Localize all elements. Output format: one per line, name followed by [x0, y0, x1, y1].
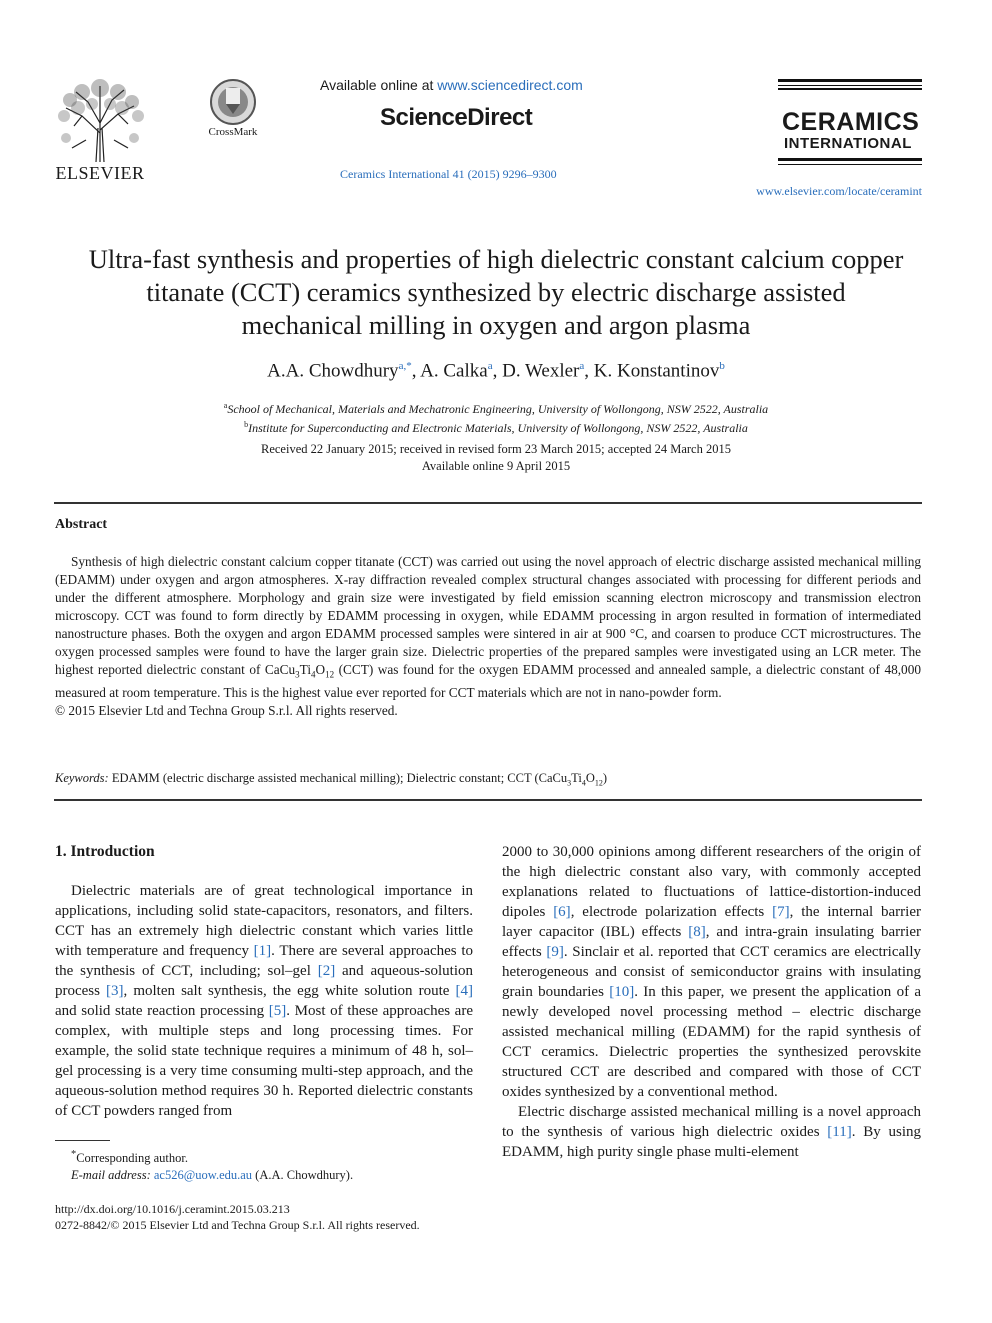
journal-logo-rule	[778, 79, 922, 82]
affiliation-text: School of Mechanical, Materials and Mechatronic Engineering, University of Wollongong, NSW 2522, Australia	[227, 402, 769, 416]
doi-block	[55, 1201, 505, 1233]
section-divider	[54, 502, 922, 504]
citation-link[interactable]: [7]	[772, 904, 790, 920]
email-label: E-mail address:	[71, 1168, 151, 1183]
affiliation-text: Institute for Superconducting and Electronic Materials, University of Wollongong, NSW 2522, Australia	[248, 421, 748, 435]
journal-logo-rule	[778, 85, 922, 86]
journal-logo-line2: INTERNATIONAL	[784, 135, 912, 152]
author-affiliation-mark[interactable]: a	[579, 360, 585, 372]
citation-link[interactable]: [8]	[688, 924, 706, 940]
crossmark-label: CrossMark	[208, 126, 258, 138]
journal-homepage-link[interactable]: www.elsevier.com/locate/ceramint	[756, 184, 922, 198]
section-heading-introduction: 1. Introduction	[55, 843, 155, 860]
doi-link[interactable]: http://dx.doi.org/10.1016/j.ceramint.2015.03.213	[55, 1202, 290, 1216]
sciencedirect-link[interactable]: www.sciencedirect.com	[437, 77, 583, 93]
body-paragraph: Electric discharge assisted mechanical milling is a novel approach to the synthesis of various high dielectric oxides [11]. By using EDAMM, high purity single phase multi-element	[502, 1104, 921, 1160]
title-line: Ultra-fast synthesis and properties of high dielectric constant calcium copper	[88, 244, 904, 274]
journal-citation[interactable]: Ceramics International 41 (2015) 9296–9300	[340, 167, 557, 181]
keywords: Keywords: EDAMM (electric discharge assisted mechanical milling); Dielectric constant; CCT $(CaCu_3Ti_4O_{12})$	[55, 771, 608, 788]
sciencedirect-brand: ScienceDirect	[380, 104, 533, 131]
journal-logo-rule	[778, 158, 922, 161]
affiliation	[60, 417, 932, 436]
author-affiliation-mark[interactable]: a,*	[398, 360, 412, 372]
journal-logo-rule	[778, 164, 922, 165]
author-name: D. Wexler	[502, 360, 580, 382]
publisher-name: ELSEVIER	[55, 163, 145, 183]
available-online-date: Available online 9 April 2015	[421, 459, 571, 473]
affiliation	[60, 398, 932, 417]
affiliations	[60, 398, 932, 436]
author-list: A.A. Chowdhury$^{a,*}$, A. Calka$^a$, D. Wexler$^a$, K. Konstantinov$^b$	[267, 360, 725, 382]
author-name: K. Konstantinov	[593, 360, 720, 382]
available-online-prefix: Available online at	[320, 77, 438, 93]
citation-link[interactable]: [2]	[317, 963, 336, 979]
received-dates: Received 22 January 2015; received in revised form 23 March 2015; accepted 24 March 2015	[261, 442, 731, 456]
section-divider	[54, 799, 922, 801]
available-online-line	[320, 77, 620, 93]
keywords-label: Keywords:	[55, 771, 109, 785]
body-paragraph: Dielectric materials are of great technological importance in applications, including solid state-capacitors, resonators, and filters. CCT has an extremely high dielectric constant which varies little with temperature and frequency [1]. There are several approaches to the synthesis of CCT, including; sol–gel [2] and aqueous-solution process [3], molten salt synthesis, the egg white solution route [4] and solid state reaction processing [5]. Most of these approaches are complex, with multiple steps and long processing times. For example, the solid state technique requires a minimum of 48 h, sol–gel processing is a very time consuming multi-step approach, and the aqueous-solution method requires 30 h. Reported dielectric constants of CCT powders ranged from	[55, 883, 473, 1119]
abstract-heading: Abstract	[55, 517, 108, 532]
citation-link[interactable]: [11]	[827, 1124, 852, 1140]
citation-link[interactable]: [1]	[253, 943, 272, 959]
title-line: mechanical milling in oxygen and argon plasma	[241, 310, 751, 340]
keywords-text: EDAMM (electric discharge assisted mechanical milling); Dielectric constant; CCT (CaCu	[108, 771, 568, 785]
journal-logo-line1: CERAMICS	[782, 108, 920, 136]
email-note: E-mail address: ac526@uow.edu.au (A.A. Chowdhury).	[71, 1168, 354, 1183]
footnote	[55, 1146, 473, 1184]
journal-logo-rule	[778, 88, 922, 90]
affiliation-mark: b	[244, 420, 249, 429]
body-paragraph: 2000 to 30,000 opinions among different researchers of the origin of the high dielectric constant also vary, with commonly accepted explanations related to fluctuations of lattice-distortion-induced dipoles [6], electrode polarization effects [7], the internal barrier layer capacitor (IBL) effects [8], and intra-grain insulating barrier effects [9]. Sinclair et al. reported that CCT ceramics are electrically heterogeneous and consist of semiconductor grains with insulating grain boundaries [10]. In this paper, we present the application of a newly developed novel processing method – electric discharge assisted mechanical milling (EDAMM) for the rapid synthesis of CCT ceramics. Dielectric properties the synthesized perovskite structured CCT are described and compared with those of CCT oxides synthesized by a conventional method.	[502, 844, 922, 1100]
corresponding-author-note: *Corresponding author.	[71, 1149, 188, 1166]
affiliation-mark: a	[223, 401, 228, 410]
abstract-copyright: © 2015 Elsevier Ltd and Techna Group S.r.l. All rights reserved.	[55, 702, 398, 718]
body-column-right	[502, 842, 921, 1162]
citation-link[interactable]: [5]	[268, 1003, 287, 1019]
abstract-text: Synthesis of high dielectric constant calcium copper titanate (CCT) was carried out using the novel approach of electric discharge assisted mechanical milling (EDAMM) under oxygen and argon atmospheres. X-ray diffraction revealed complex structural changes associated with processing for different periods and under the different atmosphere. Morphology and grain size were investigated by field emission scanning electron microscopy and transmission electron microscopy. CCT was found to form directly by EDAMM processing in oxygen, while EDAMM processing in argon resulted in formation of intermediated nanostructure phases. Both the oxygen and argon EDAMM processed samples were sintered in air at 900 °C, and coarsen to produce CCT microstructures. The oxygen processed samples were found to have the larger grain size. Dielectric properties of the prepared samples were investigated using an LCR meter. The highest reported dielectric constant of $CaCu_3Ti_4O_{12}$ (CCT) was found for the oxygen EDAMM processed and annealed sample, a dielectric constant of 48,000 measured at room temperature. This is the highest value ever reported for CCT materials which are not in nano-powder form.	[55, 554, 922, 700]
author-affiliation-mark[interactable]: b	[719, 360, 725, 372]
abstract-body	[55, 553, 921, 720]
citation-link[interactable]: [6]	[553, 904, 571, 920]
citation-link[interactable]: [10]	[609, 984, 635, 1000]
author-name: A. Calka	[420, 360, 488, 382]
citation-link[interactable]: [4]	[455, 983, 473, 999]
email-link[interactable]: ac526@uow.edu.au	[153, 1168, 253, 1183]
article-dates	[60, 441, 932, 475]
author-affiliation-mark[interactable]: a	[487, 360, 493, 372]
body-column-left	[55, 881, 473, 1121]
citation-link[interactable]: [9]	[546, 944, 564, 960]
paper-title	[40, 243, 952, 342]
citation-link[interactable]: [3]	[106, 983, 124, 999]
author-name: A.A. Chowdhury	[267, 360, 399, 382]
footnote-rule	[55, 1140, 110, 1141]
title-line: titanate (CCT) ceramics synthesized by electric discharge assisted	[146, 277, 846, 307]
issn-copyright: 0272-8842/© 2015 Elsevier Ltd and Techna Group S.r.l. All rights reserved.	[55, 1218, 420, 1232]
